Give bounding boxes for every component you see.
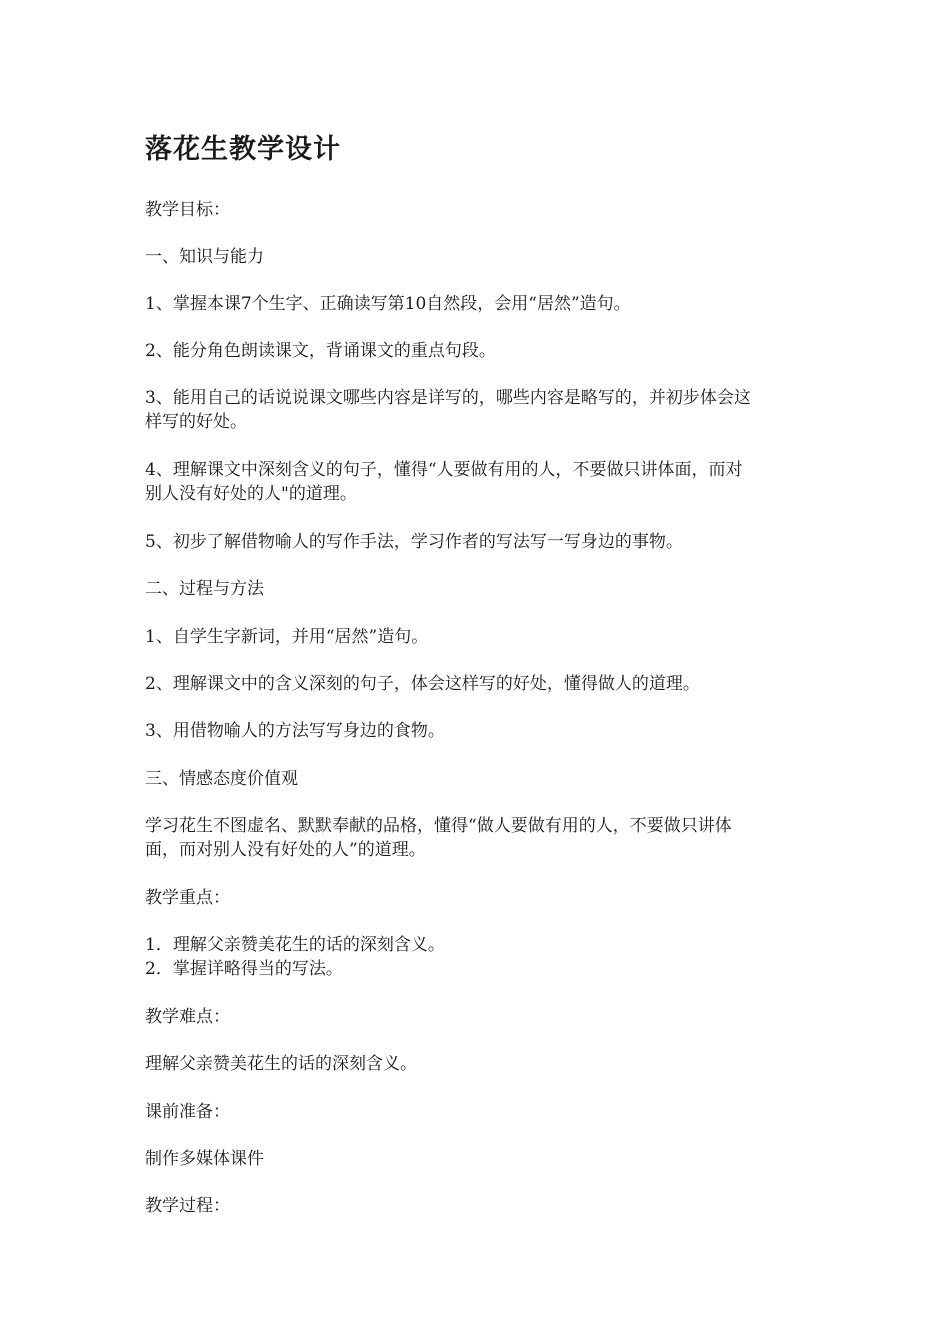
- key-points-heading: 教学重点：: [145, 888, 230, 908]
- knowledge-item-3-line-1: 3、能用自己的话说说课文哪些内容是详写的，哪些内容是略写的，并初步体会这: [145, 388, 751, 408]
- section-emotion-values-heading: 三、情感态度价值观: [145, 769, 298, 789]
- process-item-2: 2、理解课文中的含义深刻的句子，体会这样写的好处，懂得做人的道理。: [145, 674, 700, 694]
- knowledge-item-4-line-1: 4、理解课文中深刻含义的句子，懂得“人要做有用的人，不要做只讲体面，而对: [145, 460, 743, 480]
- section-process-method-heading: 二、过程与方法: [145, 579, 264, 599]
- knowledge-item-1: 1、掌握本课7个生字、正确读写第10自然段，会用“居然”造句。: [145, 294, 631, 314]
- preparation-heading: 课前准备：: [145, 1102, 230, 1122]
- knowledge-item-4-line-2: 别人没有好处的人"的道理。: [145, 484, 357, 504]
- objectives-heading: 教学目标：: [145, 200, 230, 220]
- emotion-paragraph-line-1: 学习花生不图虚名、默默奉献的品格，懂得“做人要做有用的人，不要做只讲体: [145, 816, 732, 836]
- knowledge-item-2: 2、能分角色朗读课文，背诵课文的重点句段。: [145, 341, 496, 361]
- difficulty-heading: 教学难点：: [145, 1007, 230, 1027]
- preparation-text: 制作多媒体课件: [145, 1149, 264, 1169]
- document-title: 落花生教学设计: [145, 134, 341, 165]
- process-item-1: 1、自学生字新词，并用“居然”造句。: [145, 627, 429, 647]
- knowledge-item-5: 5、初步了解借物喻人的写作手法，学习作者的写法写一写身边的事物。: [145, 532, 683, 552]
- section-knowledge-ability-heading: 一、知识与能力: [145, 247, 264, 267]
- difficulty-text: 理解父亲赞美花生的话的深刻含义。: [145, 1054, 417, 1074]
- key-point-2: 2．掌握详略得当的写法。: [145, 959, 343, 979]
- emotion-paragraph-line-2: 面，而对别人没有好处的人”的道理。: [145, 840, 426, 860]
- key-point-1: 1．理解父亲赞美花生的话的深刻含义。: [145, 935, 445, 955]
- teaching-process-heading: 教学过程：: [145, 1196, 230, 1216]
- knowledge-item-3-line-2: 样写的好处。: [145, 412, 247, 432]
- process-item-3: 3、用借物喻人的方法写写身边的食物。: [145, 721, 445, 741]
